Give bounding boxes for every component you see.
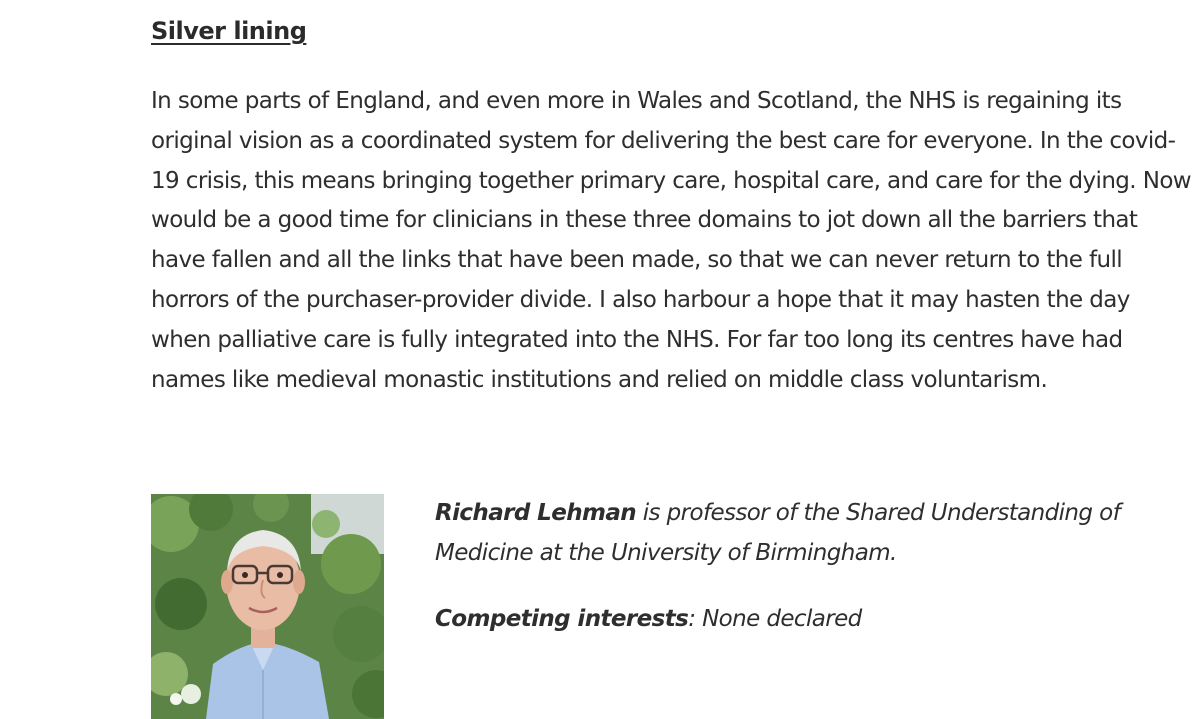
- author-role: is professor of the Shared Understanding of: [636, 500, 1121, 526]
- bio-line: [435, 494, 1175, 534]
- author-photo: [151, 494, 384, 719]
- paragraph-line: when palliative care is fully integrated into the NHS. For far too long its centres have had: [151, 326, 1123, 353]
- competing-interests-label: Competing interests: [435, 606, 689, 632]
- author-bio: [435, 494, 1175, 574]
- competing-interests: [435, 600, 862, 640]
- paragraph-line: 19 crisis, this means bringing together primary care, hospital care, and care for the dying. Now: [151, 167, 1191, 194]
- paragraph-line: names like medieval monastic institutions and relied on middle class voluntarism.: [151, 366, 1048, 393]
- author-portrait-icon: [151, 494, 384, 719]
- bio-line: Medicine at the University of Birmingham.: [435, 539, 897, 566]
- section-heading: Silver lining: [151, 17, 307, 45]
- article-paragraph: [151, 82, 1191, 400]
- paragraph-line: have fallen and all the links that have been made, so that we can never return to the full: [151, 247, 1123, 274]
- author-name: Richard Lehman: [435, 500, 637, 526]
- paragraph-line: would be a good time for clinicians in these three domains to jot down all the barriers that: [151, 207, 1138, 234]
- paragraph-line: original vision as a coordinated system for delivering the best care for everyone. In the covid-: [151, 127, 1176, 154]
- competing-interests-value: : None declared: [688, 606, 862, 632]
- paragraph-line: horrors of the purchaser-provider divide. I also harbour a hope that it may hasten the day: [151, 286, 1130, 313]
- paragraph-line: In some parts of England, and even more in Wales and Scotland, the NHS is regaining its: [151, 88, 1122, 114]
